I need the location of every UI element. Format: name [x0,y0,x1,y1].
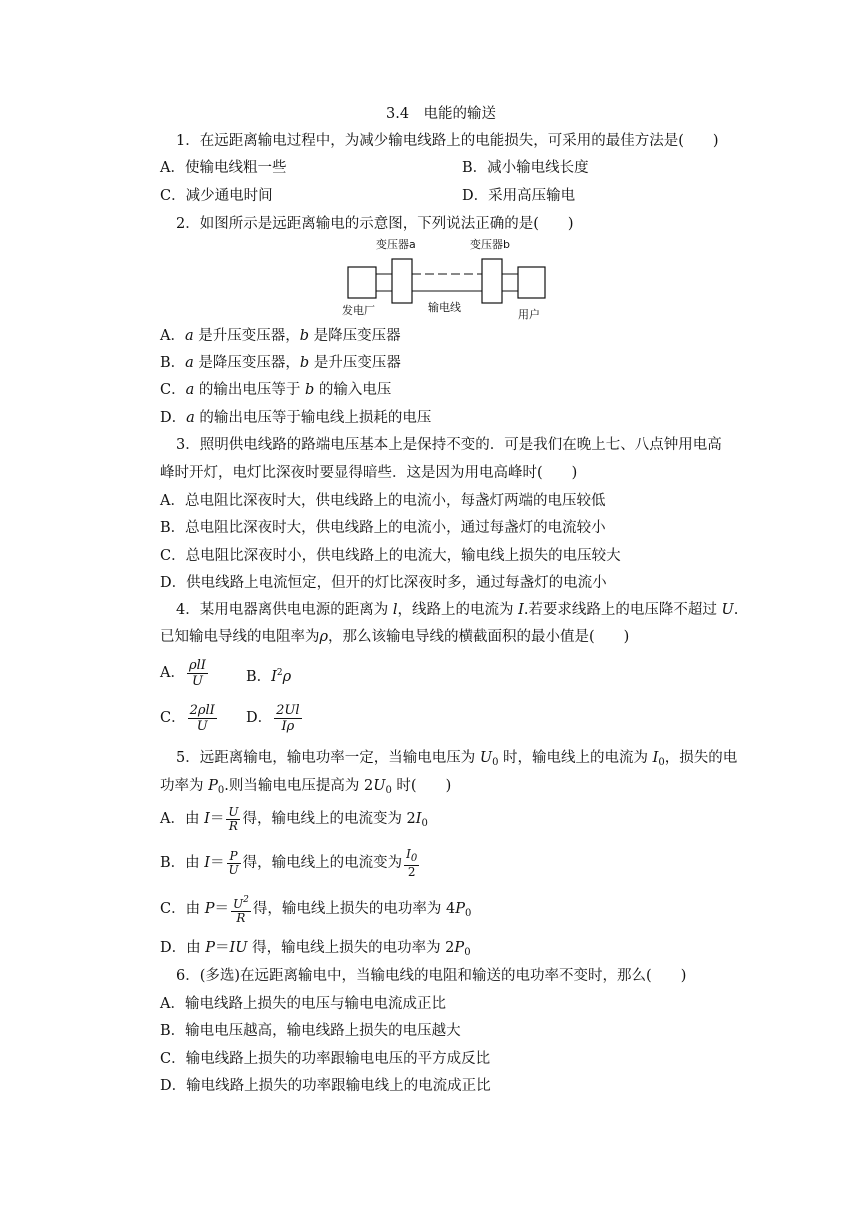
q3-stem-line2: 峰时开灯，电灯比深夜时要显得暗些．这是因为用电高峰时( ) [160,465,578,481]
q2-option-d: D．a 的输出电压等于输电线上损耗的电压 [160,410,432,426]
q5-option-d: D．由 P＝IU 得，输电线上损失的电功率为 $2P_0$ [160,940,471,958]
transformer-a-box [392,259,412,303]
q4-option-a: A． $\frac{\text{ρlI}}{U}$ [160,657,206,689]
q5-stem-line2: 功率为 $P_0$.则当输电电压提高为 $2U_0$ 时( ) [160,778,452,796]
fraction: $\frac{U}{R}$ [228,804,239,833]
q4-option-d: D． $\frac{2Ul}{I\rho}$ [246,702,300,734]
q4-stem-line2: 已知输电导线的电阻率为ρ，那么该输电导线的横截面积的最小值是( ) [160,629,630,645]
fraction: $\frac{U^2}{R}$ [232,894,249,925]
fraction: $\frac{\text{2ρlI}}{U}$ [189,702,215,734]
q3-option-d: D．供电线路上电流恒定，但开的灯比深夜时多，通过每盏灯的电流小 [160,575,607,591]
fraction: $\frac{P}{U}$ [228,848,239,877]
q4-option-c: C． $\frac{\text{2ρlI}}{U}$ [160,702,215,734]
fraction: $\frac{\text{ρlI}}{U}$ [188,657,206,689]
q1-option-c: C．减少通电时间 [160,188,273,204]
q2-option-c: C．a 的输出电压等于 b 的输入电压 [160,382,392,398]
q1-stem: 1．在远距离输电过程中，为减少输电线路上的电能损失，可采用的最佳方法是( ) [176,133,719,149]
q2-option-a: A．a 是升压变压器，b 是降压变压器 [160,328,401,344]
q5-option-c: C．由 P＝ $\frac{U^2}{R}$ 得，输电线上损失的电功率为 $4P_0$ [160,894,472,925]
label-transformer-b: 变压器b [470,238,510,251]
label-power-plant: 发电厂 [342,304,375,317]
label-transformer-a: 变压器a [376,238,416,251]
q3-option-a: A．总电阻比深夜时大，供电线路上的电流小，每盏灯两端的电压较低 [160,493,606,509]
transformer-b-box [482,259,502,303]
q3-option-c: C．总电阻比深夜时小，供电线路上的电流大，输电线上损失的电压较大 [160,548,621,564]
q6-option-b: B．输电电压越高，输电线路上损失的电压越大 [160,1023,461,1039]
fraction: $\frac{I_0}{2}$ [406,846,418,879]
q6-option-a: A．输电线路上损失的电压与输电电流成正比 [160,996,446,1012]
q2-option-b: B．a 是降压变压器，b 是升压变压器 [160,355,401,371]
q4-stem-line1: 4．某用电器离供电电源的距离为 l，线路上的电流为 I.若要求线路上的电压降不超过 U. [176,602,739,618]
power-plant-box [348,267,376,298]
q6-stem: 6．(多选)在远距离输电中，当输电线的电阻和输送的电功率不变时，那么( ) [176,968,687,984]
q6-option-c: C．输电线路上损失的功率跟输电电压的平方成反比 [160,1051,491,1067]
q5-stem-line1: 5．远距离输电，输电功率一定，当输电电压为 $U_0$ 时，输电线上的电流为 $I_0$，损失的电 [176,750,738,768]
fraction: $\frac{2Ul}{I\rho}$ [276,702,300,734]
q6-option-d: D．输电线路上损失的功率跟输电线上的电流成正比 [160,1078,491,1094]
label-transmission-line: 输电线 [428,301,461,314]
q3-option-b: B．总电阻比深夜时大，供电线路上的电流小，通过每盏灯的电流较小 [160,520,606,536]
page-title: 3.4 电能的输送 [386,106,497,122]
q1-option-d: D．采用高压输电 [462,188,576,204]
q1-option-b: B．减小输电线长度 [462,160,589,176]
label-user: 用户 [518,308,540,321]
transmission-diagram [330,236,560,322]
q4-option-b: B．$I^2\rho$ [246,668,292,685]
q5-option-b: B．由 I＝ $\frac{P}{U}$ 得，输电线上的电流变为 $\frac{I_0}{2}$ [160,846,418,879]
q2-stem: 2．如图所示是远距离输电的示意图，下列说法正确的是( ) [176,216,574,232]
q1-option-a: A．使输电线粗一些 [160,160,287,176]
q5-option-a: A．由 I＝ $\frac{U}{R}$ 得，输电线上的电流变为 $2I_0$ [160,804,428,833]
q3-stem-line1: 3．照明供电线路的路端电压基本上是保持不变的．可是我们在晚上七、八点钟用电高 [176,437,722,453]
user-box [518,267,545,298]
